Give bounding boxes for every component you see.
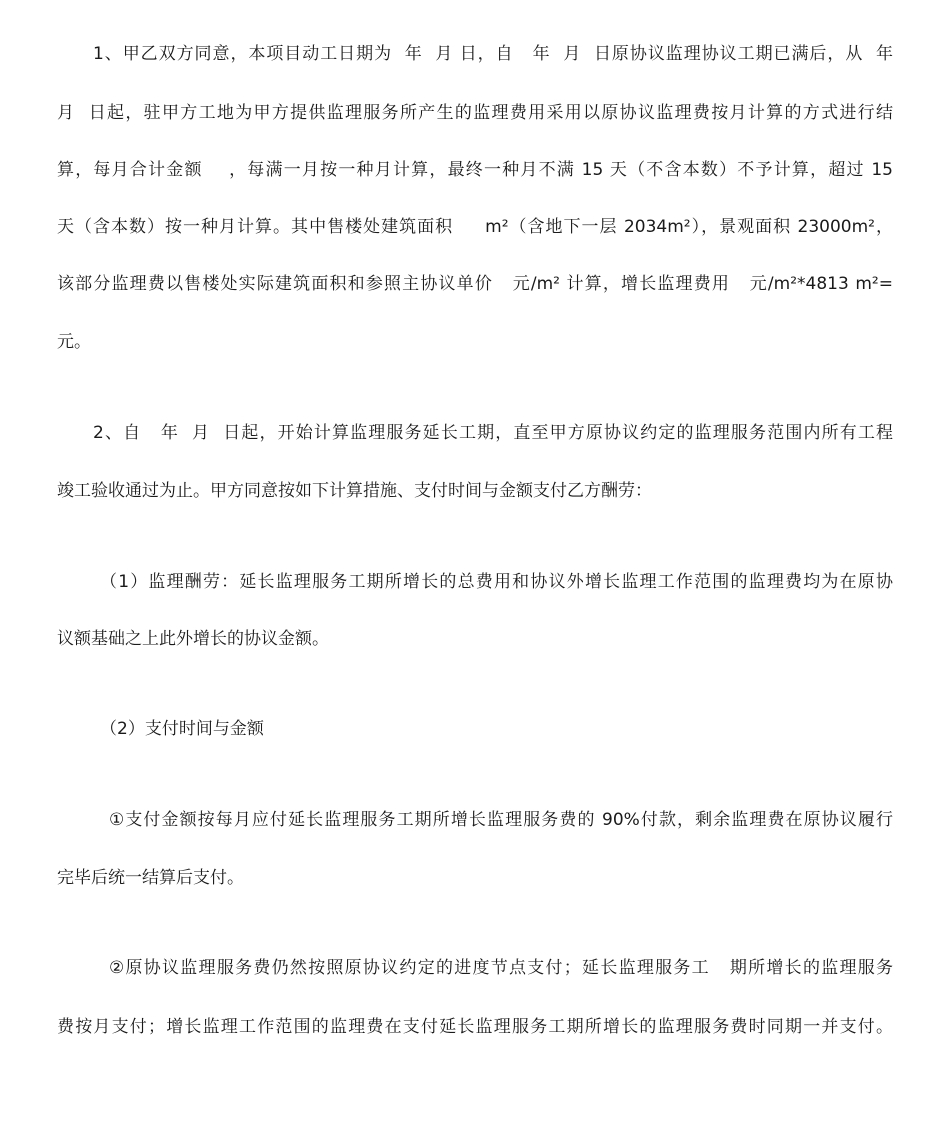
clause-1-line-5: 该部分监理费以售楼处实际建筑面积和参照主协议单价 元/m² 计算，增长监理费用 元/m²*4813 m²=: [57, 274, 893, 294]
item-1-line-2: 议额基础之上此外增长的协议金额。: [57, 629, 329, 649]
sub-1-line-1: ①支付金额按每月应付延长监理服务工期所增长监理服务费的 90%付款，剩余监理费在原协议履行: [109, 810, 893, 830]
clause-1-line-2: 月 日起，驻甲方工地为甲方提供监理服务所产生的监理费用采用以原协议监理费按月计算的方式进行结: [57, 103, 893, 123]
clause-1-line-4: 天（含本数）按一种月计算。其中售楼处建筑面积 m²（含地下一层 2034m²），景观面积 23000m²，: [57, 217, 893, 237]
sub-2-line-2: 费按月支付；增长监理工作范围的监理费在支付延长监理服务工期所增长的监理服务费时同期一并支付。: [57, 1017, 893, 1037]
clause-1-line-1: 1、甲乙双方同意，本项目动工日期为 年 月 日，自 年 月 日原协议监理协议工期已满后，从 年: [93, 44, 893, 64]
clause-2-line-1: 2、自 年 月 日起，开始计算监理服务延长工期，直至甲方原协议约定的监理服务范围内所有工程: [93, 423, 893, 443]
item-1-line-1: （1）监理酬劳：延长监理服务工期所增长的总费用和协议外增长监理工作范围的监理费均为在原协: [100, 572, 893, 592]
item-2-heading: （2）支付时间与金额: [100, 719, 264, 739]
sub-2-line-1: ②原协议监理服务费仍然按照原协议约定的进度节点支付；延长监理服务工 期所增长的监理服务: [109, 958, 893, 978]
sub-1-line-2: 完毕后统一结算后支付。: [57, 868, 244, 888]
clause-1-line-6: 元。: [57, 332, 91, 352]
clause-1-line-3: 算，每月合计金额 ，每满一月按一种月计算，最终一种月不满 15 天（不含本数）不予计算，超过 15: [57, 160, 893, 180]
clause-2-line-2: 竣工验收通过为止。甲方同意按如下计算措施、支付时间与金额支付乙方酬劳：: [57, 481, 652, 501]
